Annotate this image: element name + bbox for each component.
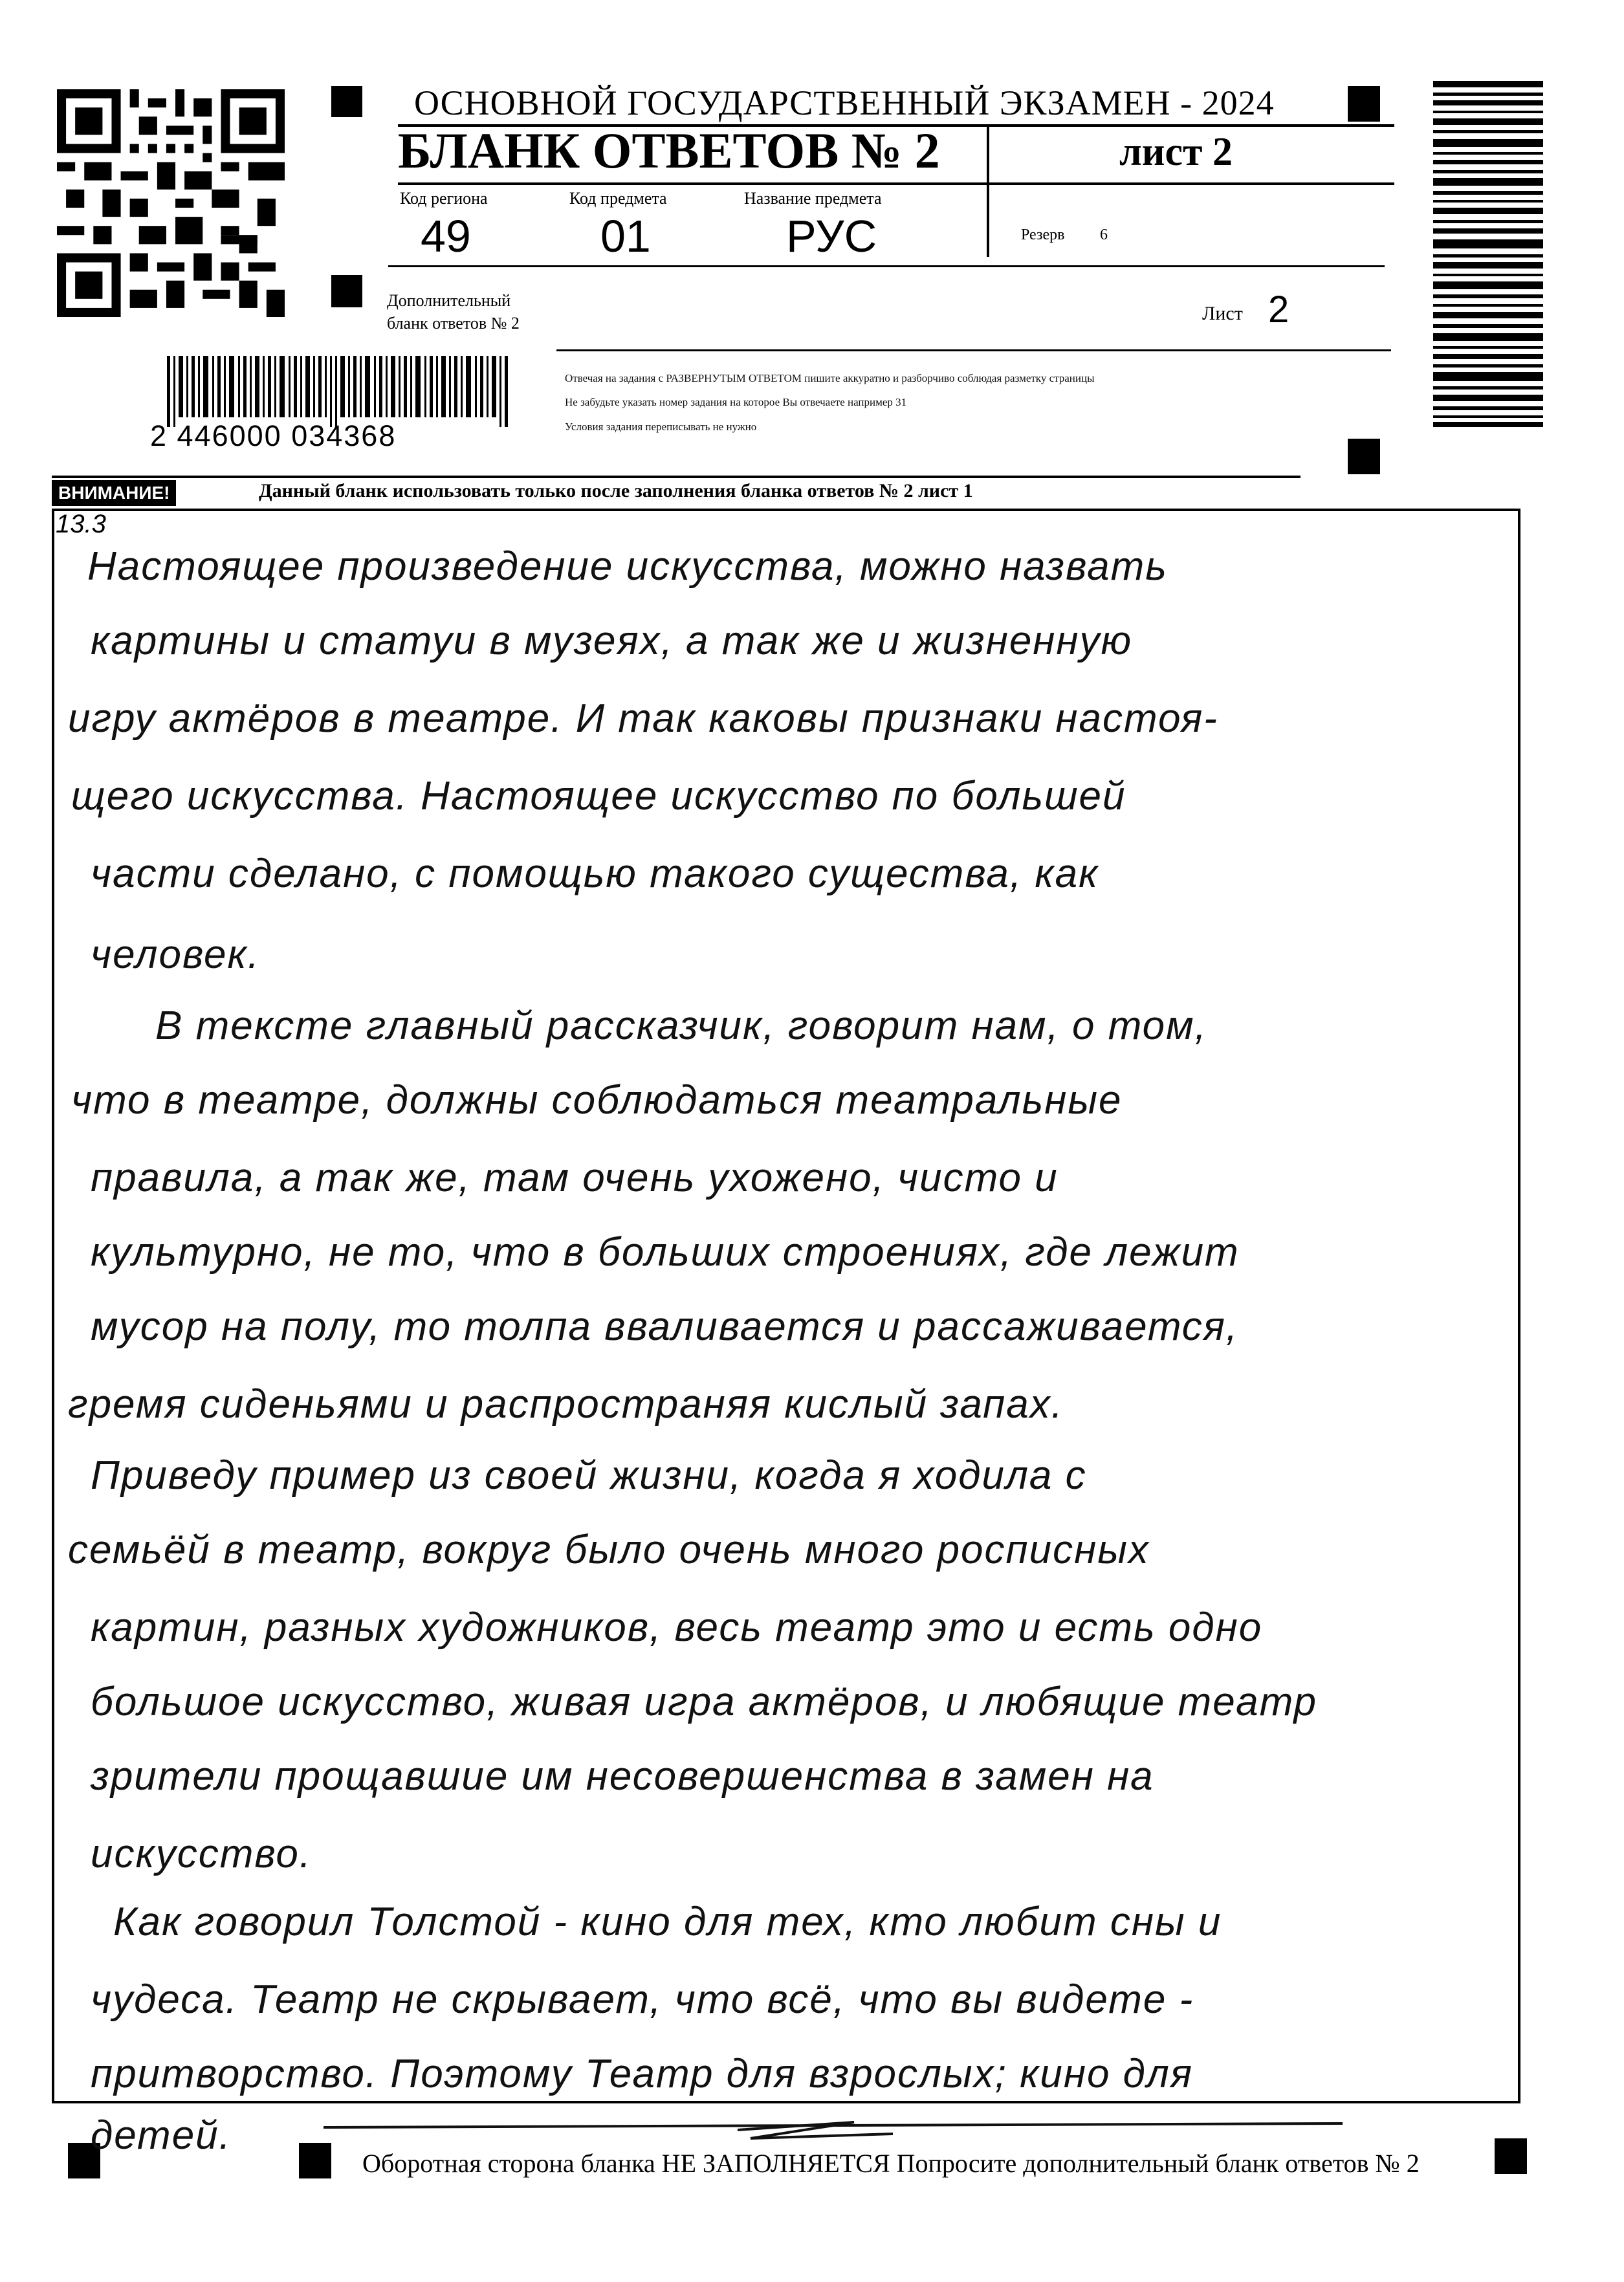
reserve-label: Резерв [1021, 226, 1065, 243]
additional-label: Дополнительный [387, 291, 511, 310]
answer-line: детей. [91, 2113, 232, 2158]
footer-note: Оборотная сторона бланка НЕ ЗАПОЛНЯЕТСЯ Попросите дополнительный бланк ответов № 2 [362, 2149, 1420, 2178]
alignment-marker [1348, 86, 1380, 122]
answer-line: чудеса. Театр не скрывает, что всё, что вы видете - [91, 1977, 1194, 2022]
instruction-text: Не забудьте указать номер задания на которое Вы отвечаете например 31 [565, 396, 907, 408]
exam-title: ОСНОВНОЙ ГОСУДАРСТВЕННЫЙ ЭКЗАМЕН - 2024 [414, 83, 1275, 122]
warning-text: Данный бланк использовать только после заполнения бланка ответов № 2 лист 1 [259, 480, 973, 501]
answer-line: Настоящее произведение искусства, можно назвать [87, 544, 1168, 589]
answer-line: искусство. [91, 1832, 313, 1876]
header-divider [398, 182, 1394, 185]
subject-name-value: РУС [786, 211, 877, 261]
answer-line: притворство. Поэтому Театр для взрослых; кино для [91, 2052, 1194, 2096]
answer-line: семьёй в театр, вокруг было очень много росписных [68, 1528, 1150, 1572]
header-divider [987, 124, 989, 257]
alignment-marker [331, 86, 362, 117]
reserve-value: 6 [1100, 226, 1108, 243]
warning-badge: ВНИМАНИЕ! [52, 480, 176, 506]
qr-code [57, 89, 285, 317]
subject-code-value: 01 [600, 211, 651, 261]
answer-line: картины и статуи в музеях, а так же и жизненную [91, 619, 1133, 663]
answer-line: Как говорил Толстой - кино для тех, кто любит сны и [113, 1900, 1222, 1944]
answer-line: человек. [91, 932, 260, 977]
alignment-marker [1348, 439, 1380, 474]
answer-line: В тексте главный рассказчик, говорит нам, о том, [155, 1004, 1207, 1048]
answer-line: зрители прощавшие им несовершенства в замен на [91, 1754, 1154, 1799]
alignment-marker [331, 275, 362, 307]
end-strike-line [324, 2116, 1346, 2148]
region-value: 49 [421, 211, 471, 261]
answer-line: щего искусства. Настоящее искусство по большей [71, 774, 1126, 818]
answer-line: игру актёров в театре. И так каковы признаки настоя- [68, 696, 1218, 741]
answer-line: гремя сиденьями и распространяя кислый запах. [68, 1382, 1064, 1427]
answer-line: правила, а так же, там очень ухожено, чисто и [91, 1156, 1059, 1200]
vertical-barcode [1433, 81, 1543, 427]
answer-line: большое искусство, живая игра актёров, и любящие театр [91, 1680, 1318, 1724]
header-divider [556, 349, 1391, 351]
blank-title: БЛАНК ОТВЕТОВ № 2 [398, 122, 940, 179]
instruction-text: Условия задания переписывать не нужно [565, 421, 757, 433]
answer-line: Приведу пример из своей жизни, когда я ходила с [91, 1453, 1087, 1498]
answer-line: части сделано, с помощью такого существа, как [91, 851, 1099, 896]
alignment-marker [299, 2143, 331, 2178]
subject-name-label: Название предмета [744, 189, 882, 208]
instruction-text: Отвечая на задания с РАЗВЕРНУТЫМ ОТВЕТОМ пишите аккуратно и разборчиво соблюдая разметку страницы [565, 372, 1095, 384]
region-label: Код региона [400, 189, 488, 208]
answer-line: картин, разных художников, весь театр это и есть одно [91, 1605, 1263, 1650]
sheet-title: лист 2 [1119, 130, 1233, 174]
barcode-number: 2 446000 034368 [150, 419, 397, 452]
answer-line: что в театре, должны соблюдаться театральные [71, 1078, 1123, 1123]
answer-line: культурно, не то, что в больших строениях, где лежит [91, 1230, 1240, 1275]
header-divider [388, 265, 1385, 267]
header-divider [52, 476, 1300, 478]
sheet-number: 2 [1268, 289, 1289, 331]
alignment-marker [1495, 2138, 1527, 2174]
additional-label: бланк ответов № 2 [387, 314, 520, 333]
question-number: 13.3 [56, 510, 106, 538]
answer-line: мусор на полу, то толпа вваливается и рассаживается, [91, 1304, 1239, 1349]
sheet-label: Лист [1202, 303, 1243, 324]
subject-code-label: Код предмета [569, 189, 667, 208]
